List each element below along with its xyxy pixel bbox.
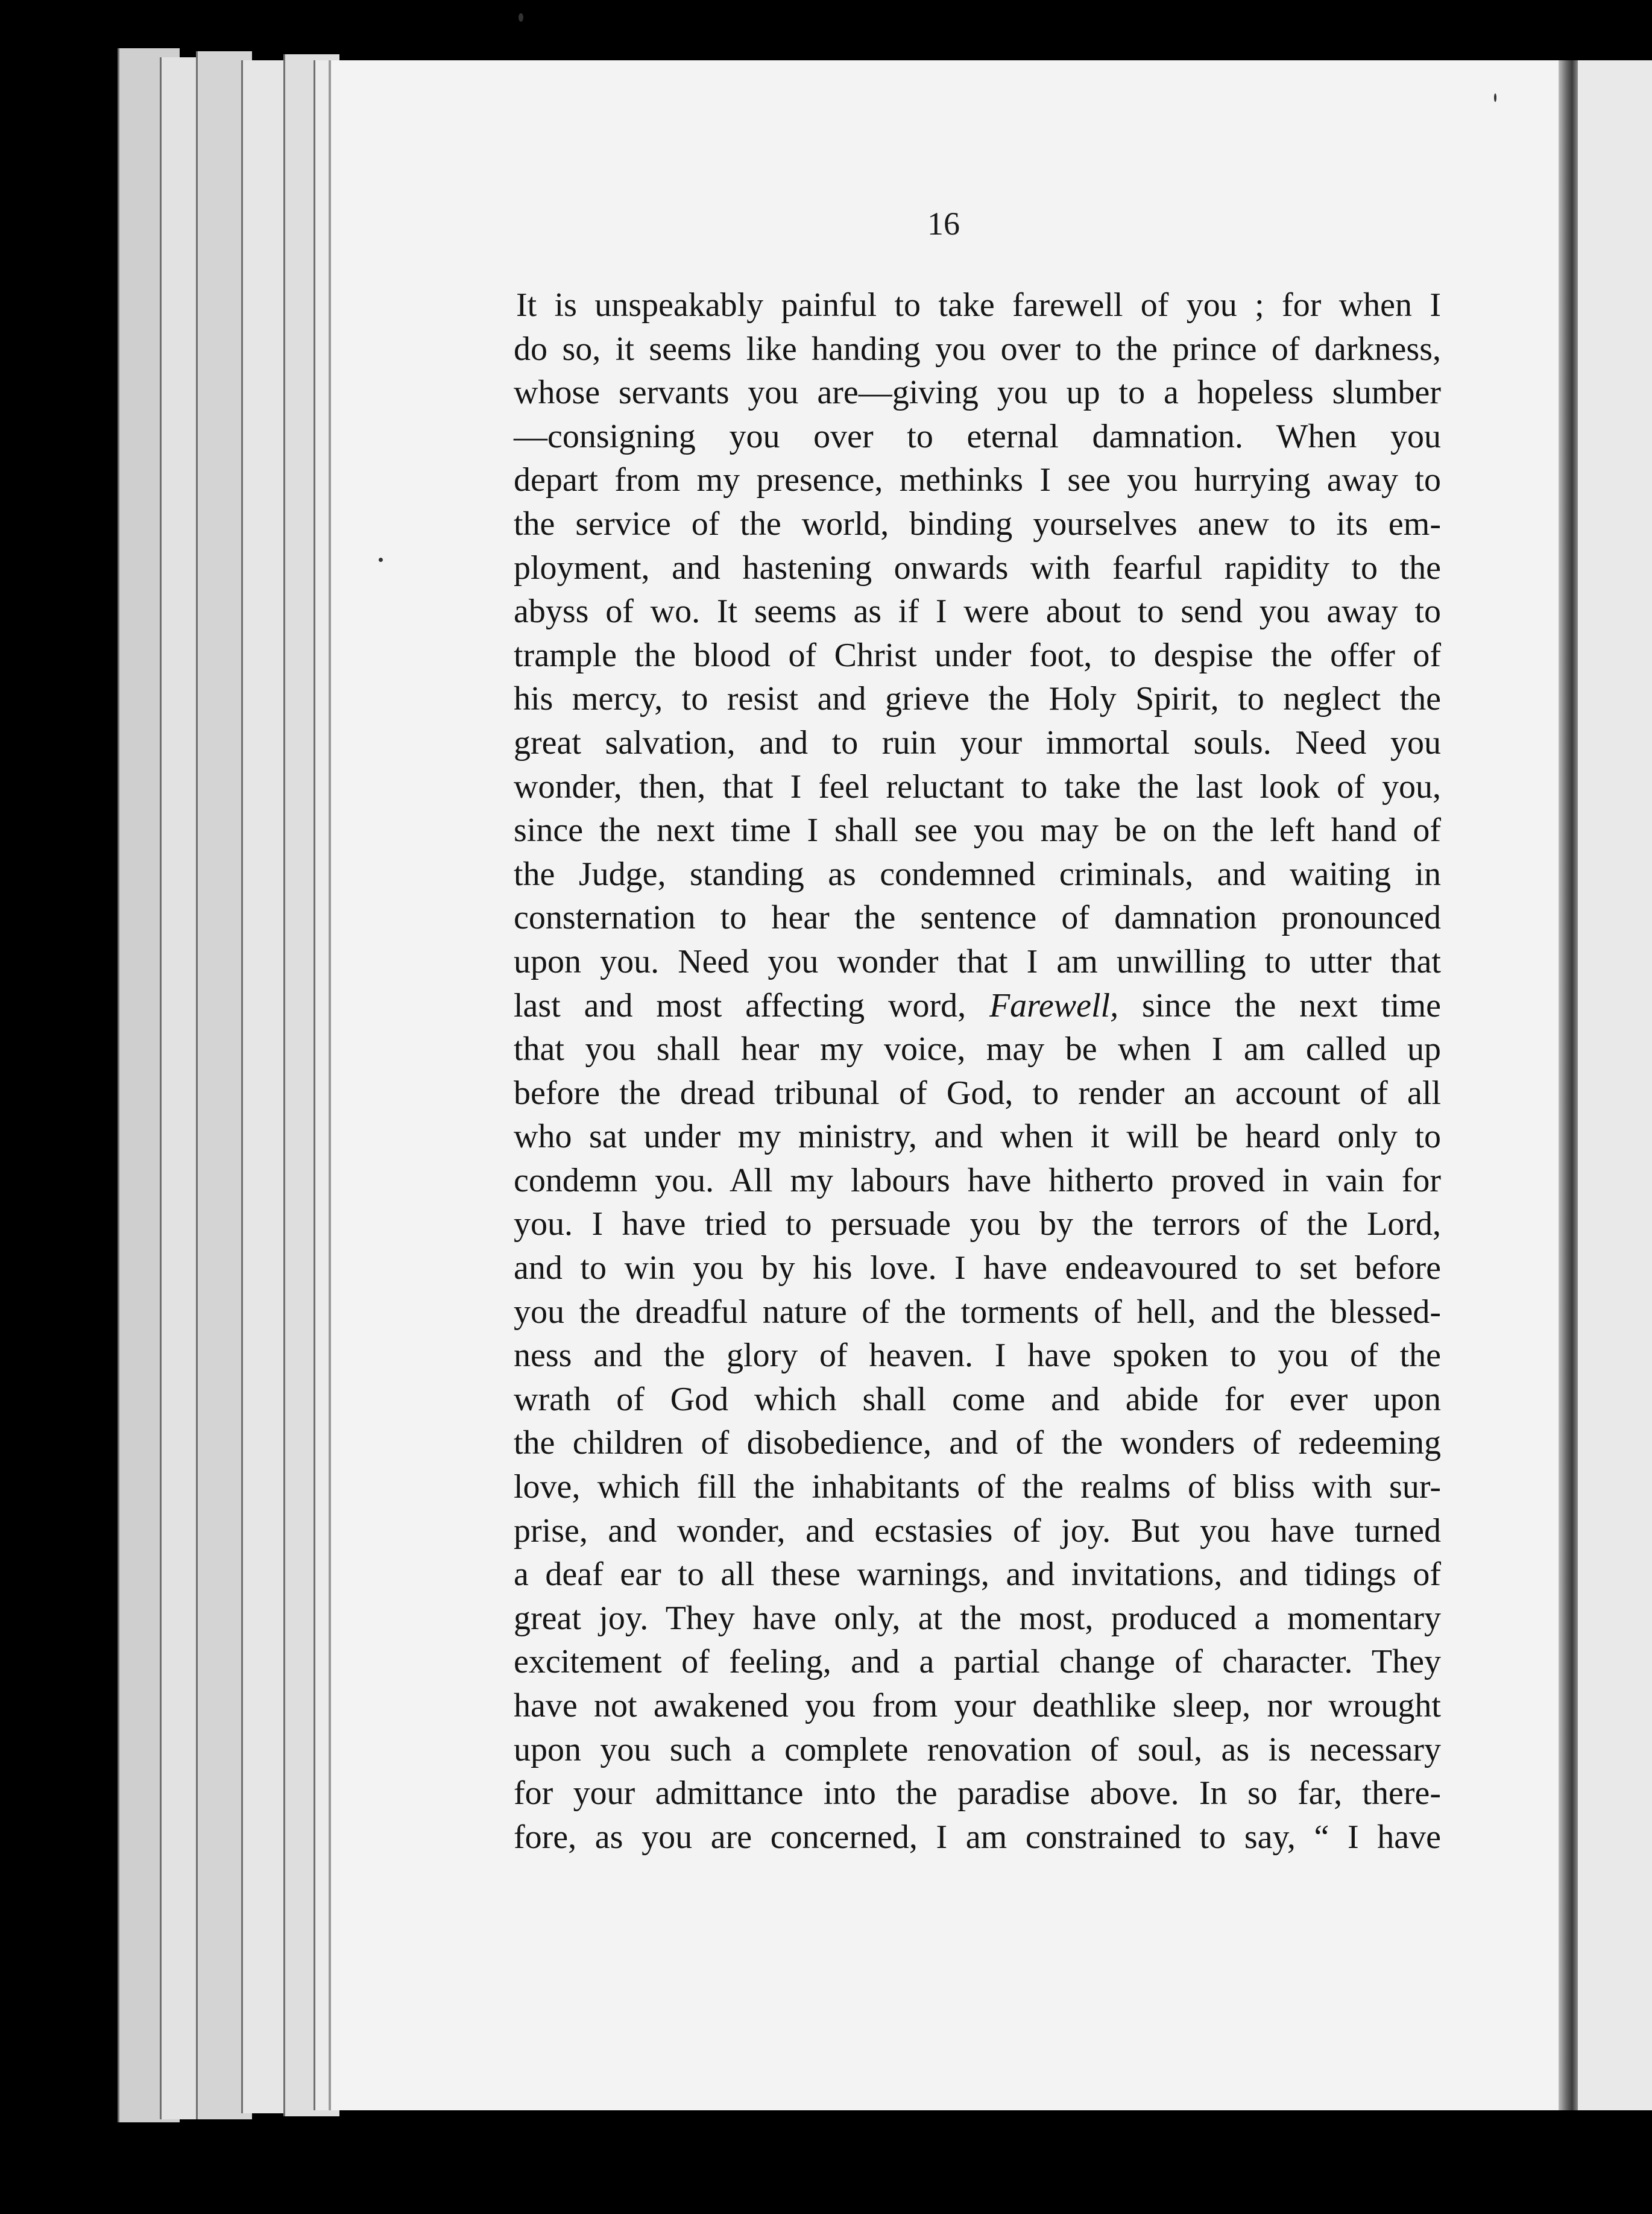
text-line: excitement of feeling, and a partial change of character. They	[514, 1643, 1441, 1681]
text-line: wonder, then, that I feel reluctant to take the last look of you,	[514, 768, 1441, 806]
text-line: great joy. They have only, at the most, produced a momentary	[514, 1599, 1441, 1637]
text-segment: last and most affecting word,	[514, 986, 989, 1024]
text-line: who sat under my ministry, and when it will be heard only to	[514, 1118, 1441, 1156]
text-line: that you shall hear my voice, may be when I am called up	[514, 1030, 1441, 1068]
text-line: condemn you. All my labours have hitherto proved in vain for	[514, 1161, 1441, 1199]
text-line: the children of disobedience, and of the wonders of redeeming	[514, 1424, 1441, 1462]
scan-speck	[1494, 93, 1496, 102]
text-line: you. I have tried to persuade you by the terrors of the Lord,	[514, 1205, 1441, 1243]
text-line: depart from my presence, methinks I see you hurrying away to	[514, 461, 1441, 499]
text-line: trample the blood of Christ under foot, to despise the offer of	[514, 636, 1441, 674]
text-segment: since the next time	[1118, 986, 1441, 1024]
text-line: upon you. Need you wonder that I am unwilling to utter that	[514, 942, 1441, 980]
text-line: upon you such a complete renovation of soul, as is necessary	[514, 1730, 1441, 1768]
text-line: ness and the glory of heaven. I have spoken to you of the	[514, 1337, 1441, 1375]
text-line: and to win you by his love. I have endeavoured to set before	[514, 1249, 1441, 1287]
text-line: do so, it seems like handing you over to the prince of darkness,	[514, 330, 1441, 368]
text-line: before the dread tribunal of God, to render an account of all	[514, 1074, 1441, 1112]
text-line: the service of the world, binding yourselves anew to its em-	[514, 505, 1441, 543]
text-line: wrath of God which shall come and abide for ever upon	[514, 1380, 1441, 1418]
text-line: love, which fill the inhabitants of the realms of bliss with sur-	[514, 1468, 1441, 1506]
text-line: great salvation, and to ruin your immortal souls. Need you	[514, 724, 1441, 762]
text-line: fore, as you are concerned, I am constrained to say, “ I have	[514, 1818, 1441, 1856]
text-line: you the dreadful nature of the torments of hell, and the blessed-	[514, 1293, 1441, 1331]
right-page-edge	[1578, 60, 1652, 2110]
text-line: his mercy, to resist and grieve the Holy Spirit, to neglect the	[514, 680, 1441, 718]
book-gutter	[1559, 60, 1578, 2110]
text-line: ployment, and hastening onwards with fearful rapidity to the	[514, 549, 1441, 587]
text-line: consternation to hear the sentence of damnation pronounced	[514, 899, 1441, 937]
text-line: the Judge, standing as condemned criminals, and waiting in	[514, 855, 1441, 893]
page-number: 16	[927, 206, 960, 242]
text-line	[514, 984, 1441, 1028]
body-text	[514, 283, 1441, 1859]
text-line: abyss of wo. It seems as if I were about to send you away to	[514, 593, 1441, 631]
scan-speck	[519, 13, 523, 22]
text-line: have not awakened you from your deathlike sleep, nor wrought	[514, 1687, 1441, 1724]
scan-speck	[379, 558, 383, 562]
text-line: —consigning you over to eternal damnation. When you	[514, 417, 1441, 455]
text-line: prise, and wonder, and ecstasies of joy. But you have turned	[514, 1512, 1441, 1550]
text-line: for your admittance into the paradise above. In so far, there-	[514, 1774, 1441, 1812]
text-line: since the next time I shall see you may be on the left hand of	[514, 812, 1441, 850]
text-line: a deaf ear to all these warnings, and invitations, and tidings of	[514, 1556, 1441, 1594]
text-line: It is unspeakably painful to take farewell of you ; for when I	[516, 286, 1441, 324]
italic-word: Farewell,	[989, 986, 1119, 1024]
text-line: whose servants you are—giving you up to a hopeless slumber	[514, 374, 1441, 412]
